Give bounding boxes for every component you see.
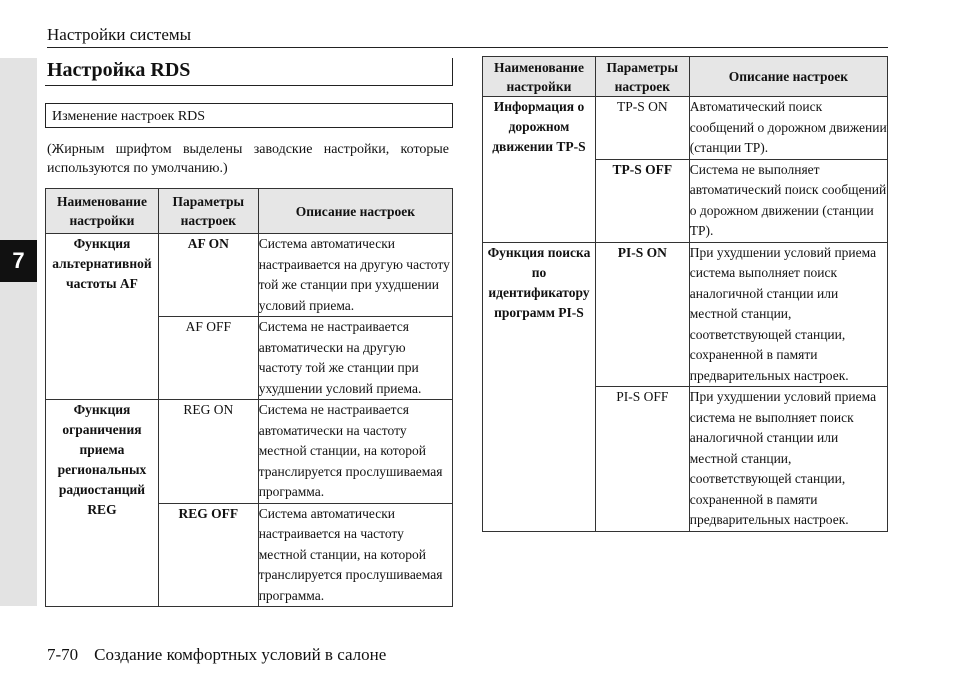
setting-param: AF OFF — [158, 317, 258, 400]
setting-description: Система автоматически настраивается на частоту местной станции, на которой транслируется прослушиваемая программа. — [258, 503, 452, 607]
setting-name: Функция поиска по идентификатору программ PI-S — [483, 242, 596, 531]
setting-description: Система не настраивается автоматически на частоту местной станции, на которой транслируется прослушиваемая программа. — [258, 400, 452, 504]
table-header-row — [483, 57, 888, 97]
table-row — [483, 97, 888, 160]
column-header-name: Наименование настройки — [483, 57, 596, 97]
section-title: Настройка RDS — [47, 59, 191, 81]
chapter-title: Создание комфортных условий в салоне — [94, 645, 387, 664]
setting-param: TP-S ON — [595, 97, 689, 160]
column-header-desc: Описание настроек — [258, 189, 452, 234]
rds-settings-table-1 — [45, 188, 453, 607]
header-divider — [47, 47, 888, 48]
table-row — [483, 242, 888, 387]
setting-name: Функция альтернативной частоты AF — [46, 234, 159, 400]
column-header-params: Параметры настроек — [595, 57, 689, 97]
chapter-side-tab — [0, 58, 37, 606]
setting-param: AF ON — [158, 234, 258, 317]
setting-description: Система не настраивается автоматически на другую частоту той же станции при ухудшении условий приема. — [258, 317, 452, 400]
section-heading-endbar — [452, 58, 453, 85]
chapter-number-badge: 7 — [0, 240, 37, 282]
setting-description: При ухудшении условий приема система выполняет поиск аналогичной станции или местной станции, соответствующей станции, сохраненной в памяти предварительных настроек. — [689, 242, 887, 387]
table-row — [46, 400, 453, 504]
setting-name: Информация о дорожном движении TP-S — [483, 97, 596, 243]
setting-description: При ухудшении условий приема система не выполняет поиск аналогичной станции или местной станции, соответствующей станции, сохраненной в памяти предварительных настроек. — [689, 387, 887, 532]
column-header-desc: Описание настроек — [689, 57, 887, 97]
setting-description: Система не выполняет автоматический поиск сообщений о дорожном движении (станции TP). — [689, 159, 887, 242]
subsection-heading: Изменение настроек RDS — [45, 103, 453, 128]
page-footer — [47, 645, 386, 665]
defaults-note: (Жирным шрифтом выделены заводские настройки, которые используются по умолчанию.) — [47, 142, 449, 176]
running-header: Настройки системы — [47, 25, 192, 44]
setting-param: REG OFF — [158, 503, 258, 607]
column-header-name: Наименование настройки — [46, 189, 159, 234]
table-header-row — [46, 189, 453, 234]
setting-name: Функция ограничения приема региональных радиостанций REG — [46, 400, 159, 607]
setting-description: Система автоматически настраивается на другую частоту той же станции при ухудшении условий приема. — [258, 234, 452, 317]
rds-settings-table-2 — [482, 56, 888, 532]
page-number: 7-70 — [47, 645, 79, 664]
section-heading — [45, 58, 453, 86]
setting-param: PI-S OFF — [595, 387, 689, 532]
setting-param: REG ON — [158, 400, 258, 504]
setting-param: TP-S OFF — [595, 159, 689, 242]
setting-description: Автоматический поиск сообщений о дорожном движении (станции TP). — [689, 97, 887, 160]
column-header-params: Параметры настроек — [158, 189, 258, 234]
setting-param: PI-S ON — [595, 242, 689, 387]
table-row — [46, 234, 453, 317]
